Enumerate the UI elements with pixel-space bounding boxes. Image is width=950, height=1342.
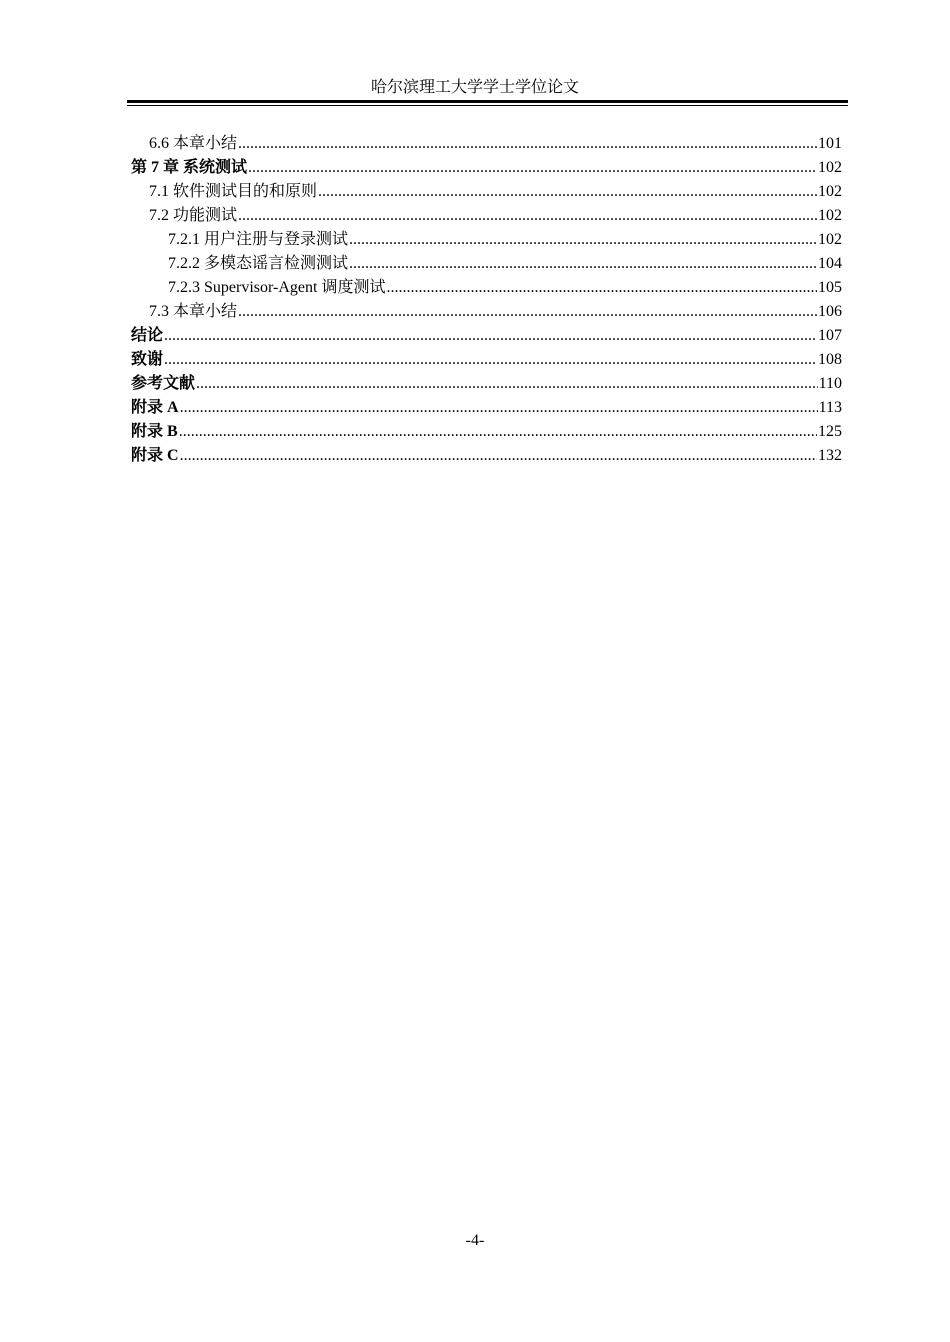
- table-of-contents: [131, 131, 842, 467]
- toc-entry-page: 102: [818, 231, 842, 248]
- toc-entry-label: 结论: [131, 327, 164, 344]
- toc-entry-page: 125: [818, 423, 842, 440]
- toc-leader-dots: [180, 397, 818, 419]
- toc-entry-label: 附录 B: [131, 423, 178, 440]
- toc-entry-acknowledgements[interactable]: [131, 347, 842, 371]
- toc-leader-dots: [248, 157, 817, 179]
- toc-entry-label: 附录 A: [131, 399, 179, 416]
- toc-leader-dots: [164, 325, 817, 347]
- toc-leader-dots: [386, 277, 817, 299]
- toc-entry-conclusion[interactable]: [131, 323, 842, 347]
- toc-entry-label: 7.2.1 用户注册与登录测试: [168, 231, 349, 248]
- toc-leader-dots: [180, 445, 817, 467]
- toc-leader-dots: [238, 205, 817, 227]
- toc-leader-dots: [238, 301, 817, 323]
- toc-entry-page: 105: [818, 279, 842, 296]
- toc-entry-page: 102: [818, 207, 842, 224]
- toc-leader-dots: [179, 421, 817, 443]
- toc-leader-dots: [164, 349, 817, 371]
- toc-entry-page: 108: [818, 351, 842, 368]
- toc-entry-7-2-3[interactable]: [131, 275, 842, 299]
- toc-entry-page: 102: [818, 159, 842, 176]
- toc-entry-appendix-a[interactable]: [131, 395, 842, 419]
- toc-entry-label: 6.6 本章小结: [149, 135, 238, 152]
- toc-entry-label: 7.1 软件测试目的和原则: [149, 183, 318, 200]
- toc-entry-label: 第 7 章 系统测试: [131, 159, 248, 176]
- toc-entry-7-2[interactable]: [131, 203, 842, 227]
- running-header-title: 哈尔滨理工大学学士学位论文: [370, 79, 579, 96]
- header-rule-thin: [127, 105, 848, 106]
- header-rule-thick: [127, 100, 848, 103]
- toc-leader-dots: [318, 181, 817, 203]
- toc-entry-7-2-1[interactable]: [131, 227, 842, 251]
- toc-entry-7-3[interactable]: [131, 299, 842, 323]
- toc-entry-label: 附录 C: [131, 447, 179, 464]
- toc-entry-page: 132: [818, 447, 842, 464]
- toc-entry-page: 110: [818, 375, 842, 392]
- toc-entry-page: 113: [818, 399, 842, 416]
- toc-leader-dots: [238, 133, 817, 155]
- toc-entry-7-2-2[interactable]: [131, 251, 842, 275]
- toc-entry-page: 106: [818, 303, 842, 320]
- toc-entry-label: 7.3 本章小结: [149, 303, 238, 320]
- toc-entry-label: 7.2.3 Supervisor-Agent 调度测试: [168, 279, 386, 296]
- toc-entry-label: 参考文献: [131, 375, 196, 392]
- toc-entry-page: 101: [818, 135, 842, 152]
- toc-entry-chapter-7[interactable]: [131, 155, 842, 179]
- toc-leader-dots: [349, 253, 817, 275]
- toc-leader-dots: [349, 229, 817, 251]
- toc-entry-label: 7.2.2 多模态谣言检测测试: [168, 255, 349, 272]
- toc-entry-appendix-b[interactable]: [131, 419, 842, 443]
- toc-entry-page: 107: [818, 327, 842, 344]
- toc-entry-references[interactable]: [131, 371, 842, 395]
- toc-entry-page: 104: [818, 255, 842, 272]
- toc-entry-appendix-c[interactable]: [131, 443, 842, 467]
- toc-entry-7-1[interactable]: [131, 179, 842, 203]
- page-number: -4-: [465, 1232, 485, 1249]
- toc-entry-label: 7.2 功能测试: [149, 207, 238, 224]
- toc-leader-dots: [196, 373, 818, 395]
- toc-entry-page: 102: [818, 183, 842, 200]
- toc-entry-6-6[interactable]: [131, 131, 842, 155]
- toc-entry-label: 致谢: [131, 351, 164, 368]
